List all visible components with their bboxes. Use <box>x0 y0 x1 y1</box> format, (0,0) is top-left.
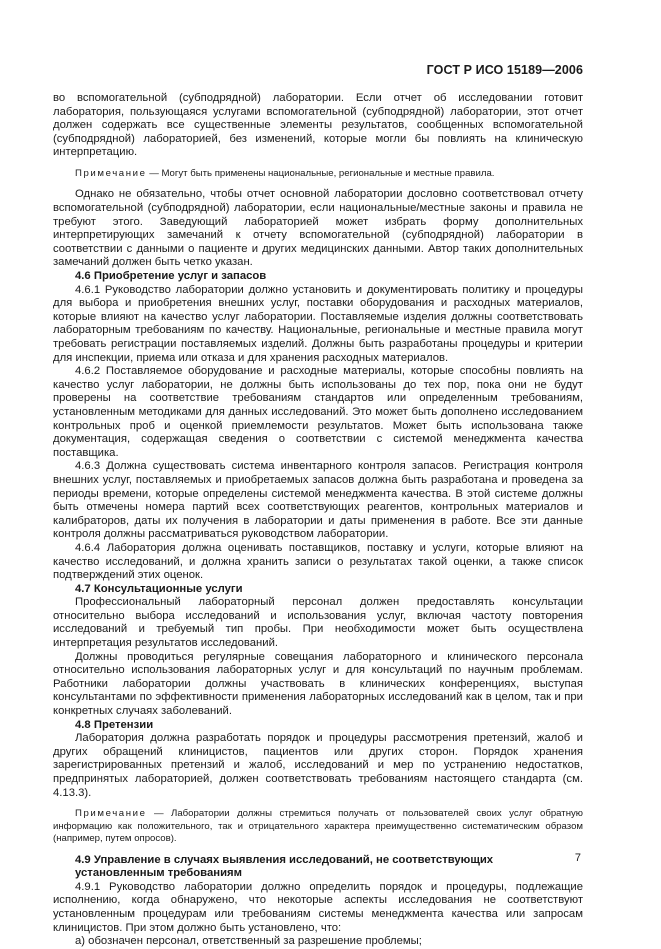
note-label: Примечание <box>75 167 147 179</box>
paragraph-4-8: Лаборатория должна разработать порядок и процедуры рассмотрения претензий, жалоб и других обращений клиницистов, пациентов или других сторон. Порядок хранения зарегистрированных претензий и жалоб, исследований и мер по устранению недостатков, предпринятых лабораторией, должен соответствовать требованиям настоящего стандарта (см. 4.13.3). <box>53 732 583 799</box>
paragraph-4-6-2: 4.6.2 Поставляемое оборудование и расходные материалы, которые способны повлиять на качество услуг лаборатории, не должны быть использованы до тех пор, пока они не будут проверены на соответствие требованиям стандартов или определенным требованиям, установленным методиками для данных исследований. Это может быть дополнено исследованием контрольных проб и оценкой приемлемости результатов. Может быть использована также документация, содержащая сведения о соответствии с системой менеджмента качества поставщика. <box>53 365 583 459</box>
note-1 <box>53 168 583 181</box>
paragraph-4-6-3: 4.6.3 Должна существовать система инвентарного контроля запасов. Регистрация контроля внешних услуг, поставляемых и приобретаемых запасов должна быть разработана и проведена за периоды времени, которые определены системой менеджмента качества. В этой системе должны быть отмечены номера партий всех соответствующих реагентов, контрольных материалов и калибраторов, даты их получения в лаборатории и даты применения в работе. Все эти данные контроля должны рассматриваться руководством лаборатории. <box>53 460 583 541</box>
note-2 <box>53 808 583 846</box>
document-body <box>53 92 583 949</box>
note-text: — Лаборатории должны стремиться получать от пользователей своих услуг обратную информацию как положительного, так и отрицательного характера преимущественно систематическим образом (например, путем опросов). <box>53 808 583 845</box>
section-heading-4-7: 4.7 Консультационные услуги <box>75 582 243 595</box>
note-label: Примечание <box>75 808 147 820</box>
paragraph-4-6-4: 4.6.4 Лаборатория должна оценивать поставщиков, поставку и услуги, которые влияют на качество исследований, и должна хранить записи о результатах такой оценки, а также список подтверждений этих оценок. <box>53 541 583 582</box>
paragraph-4-6-1: 4.6.1 Руководство лаборатории должно установить и документировать политику и процедуры для выбора и приобретения внешних услуг, поставки оборудования и расходных материалов, которые влияют на качество услуг лаборатории. Поставляемые изделия должны соответствовать лабораторным требованиям по качеству. Национальные, региональные и местные правила могут требовать регистрации поставляемых изделий. Должны быть разработаны процедуры и критерии для инспекции, приема или отказа и для хранения расходных материалов. <box>53 283 583 364</box>
note-text: — Могут быть применены национальные, региональные и местные правила. <box>146 167 495 179</box>
section-heading-4-6: 4.6 Приобретение услуг и запасов <box>75 270 267 283</box>
paragraph-4-7-b: Должны проводиться регулярные совещания лабораторного и клинического персонала относительно использования лабораторных услуг и для консультаций по научным проблемам. Работники лаборатории должны участвовать в клинических конференциях, выступая консультантами по эффективности применения лабораторных исследований как в целом, так и при конкретных случаях заболеваний. <box>53 650 583 718</box>
section-heading-4-9: 4.9 Управление в случаях выявления исследований, не соответствующих установленным требованиям <box>75 853 494 880</box>
page-number: 7 <box>574 852 581 864</box>
paragraph-continuation: во вспомогательной (субподрядной) лаборатории. Если отчет об исследовании готовит лаборатория, пользующаяся услугами вспомогательной (субподрядной) лаборатории, этот отчет должен содержать все существенные элементы результатов, сообщенных вспомогательной (субподрядной) лабораторией, без изменений, которые могли бы повлиять на клиническую интерпретацию. <box>53 92 583 159</box>
paragraph-interpretation: Однако не обязательно, чтобы отчет основной лаборатории дословно соответствовал отчету вспомогательной (субподрядной) лаборатории, если национальные/местные законы и правила не требуют этого. Заведующий лабораторией может избрать форму дополнительных интерпретирующих замечаний к отчету вспомогательной (субподрядной) лаборатории в соответствии с данными о пациенте и других медицинских данными. Автор таких дополнительных замечаний должен быть четко указан. <box>53 188 583 269</box>
paragraph-4-7-a: Профессиональный лабораторный персонал должен предоставлять консультации относительно выбора исследований и использования услуг, включая частоту повторения исследований и требуемый тип пробы. При необходимости может быть осуществлена интерпретация результатов исследований. <box>53 596 583 650</box>
paragraph-4-9-1: 4.9.1 Руководство лаборатории должно определить порядок и процедуры, подлежащие исполнению, когда обнаружено, что некоторые аспекты исследования не соответствуют установленным процедурам или требованиям системы менеджмента качества или запросам клиницистов. При этом должно быть установлено, что: <box>53 880 583 934</box>
section-heading-4-8: 4.8 Претензии <box>75 718 154 731</box>
list-item-a: а) обозначен персонал, ответственный за разрешение проблемы; <box>75 935 422 948</box>
standard-header: ГОСТ Р ИСО 15189—2006 <box>426 63 583 77</box>
